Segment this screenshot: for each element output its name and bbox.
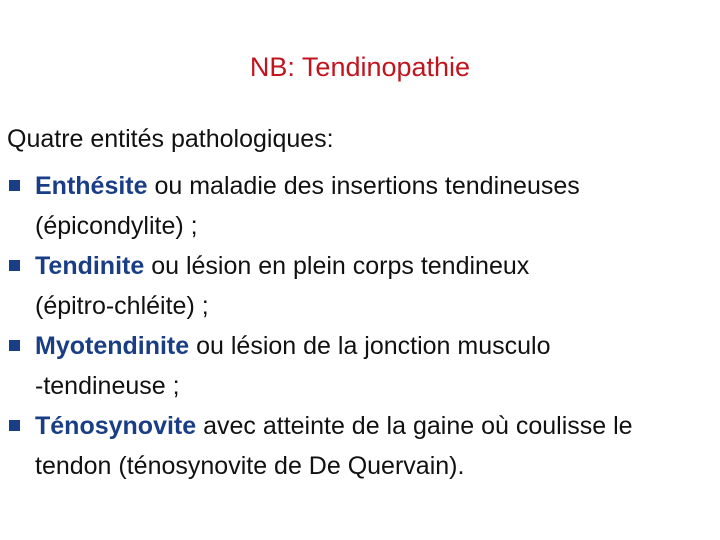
- bullet-text: ou lésion en plein corps tendineux: [144, 252, 530, 280]
- bullet-continuation: -tendineuse ;: [35, 372, 180, 400]
- bullet-item-enthesite: [7, 166, 719, 246]
- intro-text: Quatre entités pathologiques:: [7, 125, 334, 153]
- square-bullet-icon: [9, 180, 20, 191]
- square-bullet-icon: [9, 420, 20, 431]
- bullet-item-tendinite: [7, 246, 719, 326]
- bullet-continuation: (épicondylite) ;: [35, 212, 198, 240]
- bullet-term: Enthésite: [35, 172, 148, 200]
- bullet-text: ou maladie des insertions tendineuses: [147, 172, 580, 200]
- bullet-item-myotendinite: [7, 326, 719, 406]
- bullet-continuation: tendon (ténosynovite de De Quervain).: [35, 452, 465, 480]
- bullet-continuation: (épitro-chléite) ;: [35, 292, 209, 320]
- bullet-term: Tendinite: [35, 252, 145, 280]
- bullet-list: [7, 166, 719, 486]
- bullet-text: ou lésion de la jonction musculo: [189, 332, 551, 360]
- square-bullet-icon: [9, 340, 20, 351]
- slide-title: NB: Tendinopathie: [249, 52, 471, 82]
- bullet-term: Ténosynovite: [35, 412, 197, 440]
- bullet-term: Myotendinite: [35, 332, 190, 360]
- bullet-item-tenosynovite: [7, 406, 719, 486]
- square-bullet-icon: [9, 260, 20, 271]
- bullet-text: avec atteinte de la gaine où coulisse le: [196, 412, 633, 440]
